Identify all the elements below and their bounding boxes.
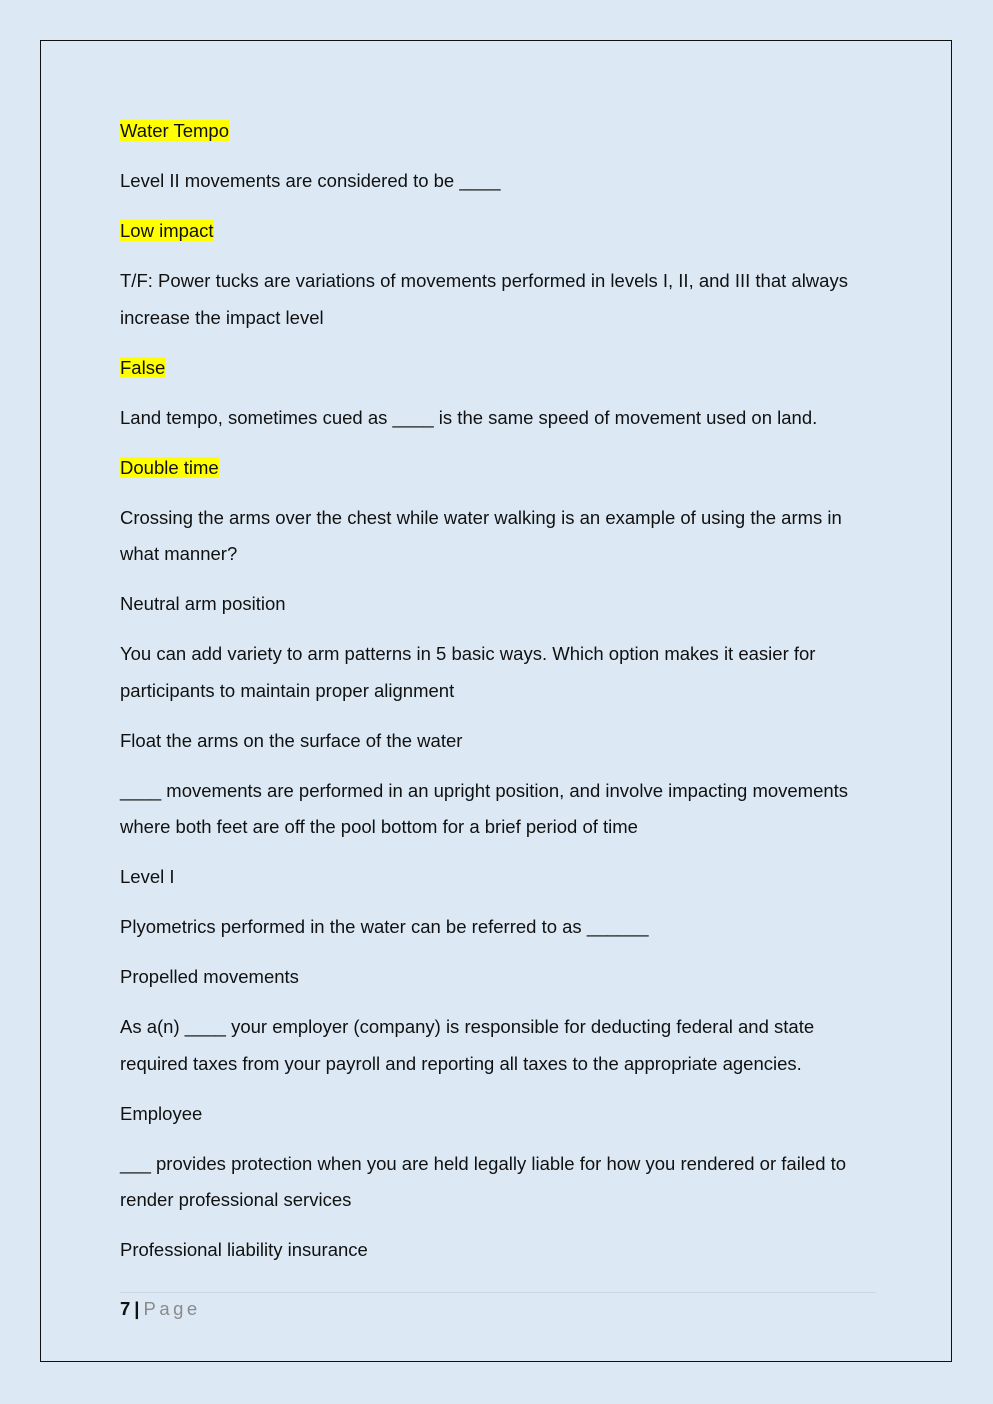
page-label: Page xyxy=(143,1298,201,1319)
question-paragraph: Level II movements are considered to be ____ xyxy=(120,170,501,191)
answer-paragraph: Employee xyxy=(120,1102,203,1124)
answer-paragraph: Neutral arm position xyxy=(120,593,286,614)
question-paragraph: T/F: Power tucks are variations of movements performed in levels I, II, and III that always increase the impact level xyxy=(120,270,848,328)
document-body xyxy=(120,113,880,1282)
answer-paragraph: Propelled movements xyxy=(120,966,299,987)
highlighted-text: Low impact xyxy=(120,220,214,241)
answer-paragraph xyxy=(120,213,880,250)
answer-paragraph: Professional liability insurance xyxy=(120,1239,368,1260)
highlighted-text: False xyxy=(120,356,166,378)
page-separator: | xyxy=(134,1298,140,1319)
page-footer xyxy=(120,1292,876,1322)
highlighted-text: Double time xyxy=(120,456,219,478)
question-paragraph: You can add variety to arm patterns in 5 basic ways. Which option makes it easier for participants to maintain proper alignment xyxy=(120,643,816,701)
question-paragraph: Crossing the arms over the chest while water walking is an example of using the arms in what manner? xyxy=(120,506,842,564)
answer-paragraph xyxy=(120,113,880,150)
highlighted-text: Water Tempo xyxy=(120,120,229,141)
question-paragraph: As a(n) ____ your employer (company) is responsible for deducting federal and state required taxes from your payroll and reporting all taxes to the appropriate agencies. xyxy=(120,1016,815,1074)
question-paragraph: Plyometrics performed in the water can be referred to as ______ xyxy=(120,916,649,937)
question-paragraph: ____ movements are performed in an upright position, and involve impacting movements where both feet are off the pool bottom for a brief period of time xyxy=(120,779,849,837)
page-number: 7 xyxy=(120,1298,131,1319)
question-paragraph: Land tempo, sometimes cued as ____ is the same speed of movement used on land. xyxy=(120,406,818,428)
answer-paragraph xyxy=(120,450,880,487)
question-paragraph: ___ provides protection when you are held legally liable for how you rendered or failed to render professional services xyxy=(120,1152,847,1210)
answer-paragraph: Float the arms on the surface of the water xyxy=(120,729,463,751)
answer-paragraph xyxy=(120,350,880,387)
answer-paragraph: Level I xyxy=(120,866,175,887)
